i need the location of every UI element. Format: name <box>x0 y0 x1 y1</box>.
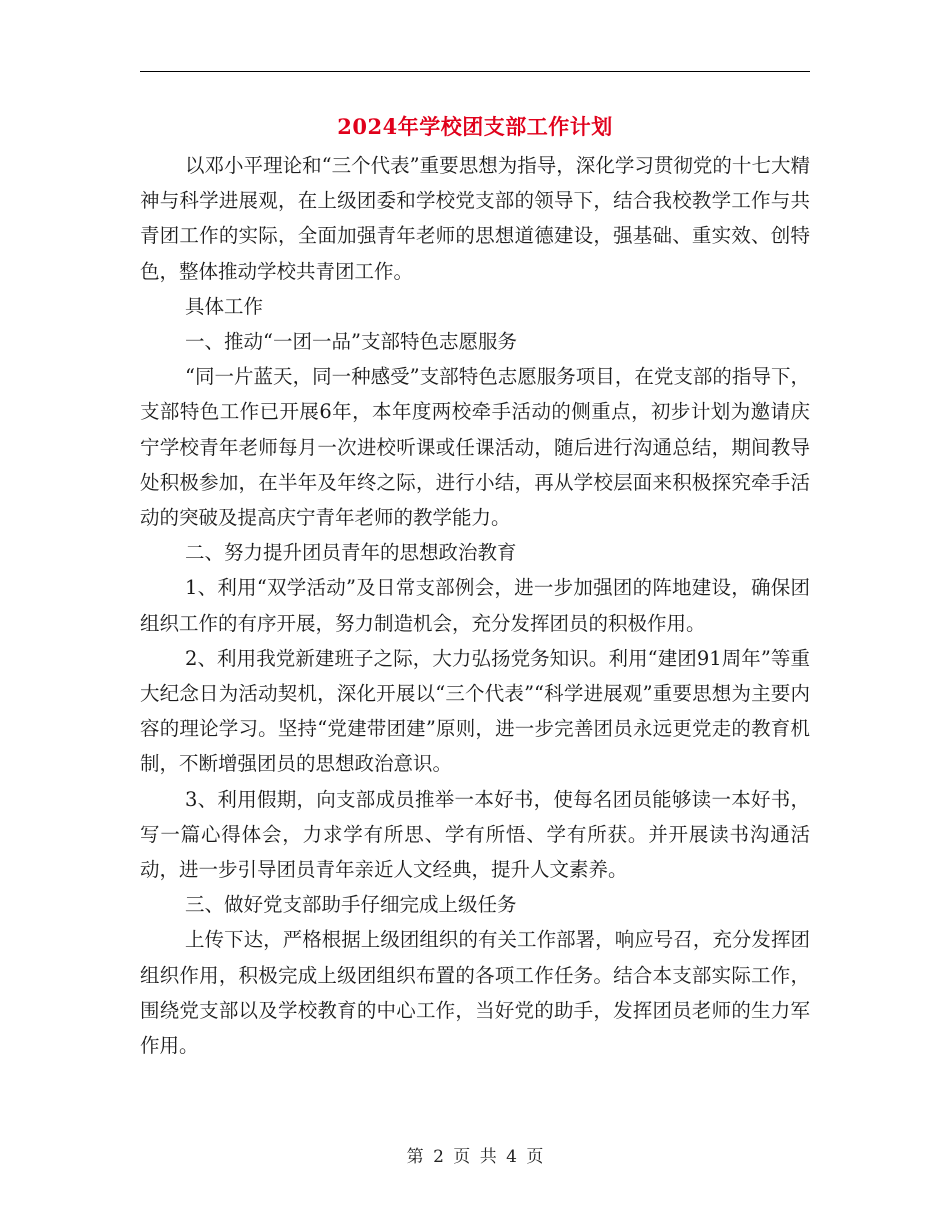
paragraph-item-3: 3、利用假期，向支部成员推举一本好书，使每名团员能够读一本好书，写一篇心得体会，力求学有所思、学有所悟、学有所获。并开展读书沟通活动，进一步引导团员青年亲近人文经典，提升人文素养。 <box>140 787 810 882</box>
paragraph-volunteer-project: “同一片蓝天，同一种感受”支部特色志愿服务项目，在党支部的指导下，支部特色工作已开展6年，本年度两校牵手活动的侧重点，初步计划为邀请庆宁学校青年老师每月一次进校听课或任课活动，随后进行沟通总结，期间教导处积极参加，在半年及年终之际，进行小结，再从学校层面来积极探究牵手活动的突破及提高庆宁青年老师的教学能力。 <box>140 365 810 530</box>
paragraph-item-2: 2、利用我党新建班子之际，大力弘扬党务知识。利用“建团91周年”等重大纪念日为活动契机，深化开展以“三个代表”“科学进展观”重要思想为主要内容的理论学习。坚持“党建带团建”原则，进一步完善团员永远更党走的教育机制，不断增强团员的思想政治意识。 <box>140 646 810 776</box>
page-footer: 第 2 页 共 4 页 <box>406 1147 544 1167</box>
document-body <box>140 148 810 1063</box>
paragraph-intro: 以邓小平理论和“三个代表”重要思想为指导，深化学习贯彻党的十七大精神与科学进展观，在上级团委和学校党支部的领导下，结合我校教学工作与共青团工作的实际，全面加强青年老师的思想道德建设，强基础、重实效、创特色，整体推动学校共青团工作。 <box>140 154 810 283</box>
document-title: 2024年学校团支部工作计划 <box>337 114 613 139</box>
heading-specific-work: 具体工作 <box>185 294 264 318</box>
paragraph-item-1: 1、利用“双学活动”及日常支部例会，进一步加强团的阵地建设，确保团组织工作的有序开展，努力制造机会，充分发挥团员的积极作用。 <box>140 576 810 635</box>
heading-section-3: 三、做好党支部助手仔细完成上级任务 <box>185 893 517 917</box>
header-rule <box>140 71 810 72</box>
heading-section-1: 一、推动“一团一品”支部特色志愿服务 <box>185 330 517 354</box>
heading-section-2: 二、努力提升团员青年的思想政治教育 <box>185 541 517 565</box>
paragraph-section-3: 上传下达，严格根据上级团组织的有关工作部署，响应号召，充分发挥团组织作用，积极完成上级团组织布置的各项工作任务。结合本支部实际工作，围绕党支部以及学校教育的中心工作，当好党的助手，发挥团员老师的生力军作用。 <box>140 928 810 1058</box>
